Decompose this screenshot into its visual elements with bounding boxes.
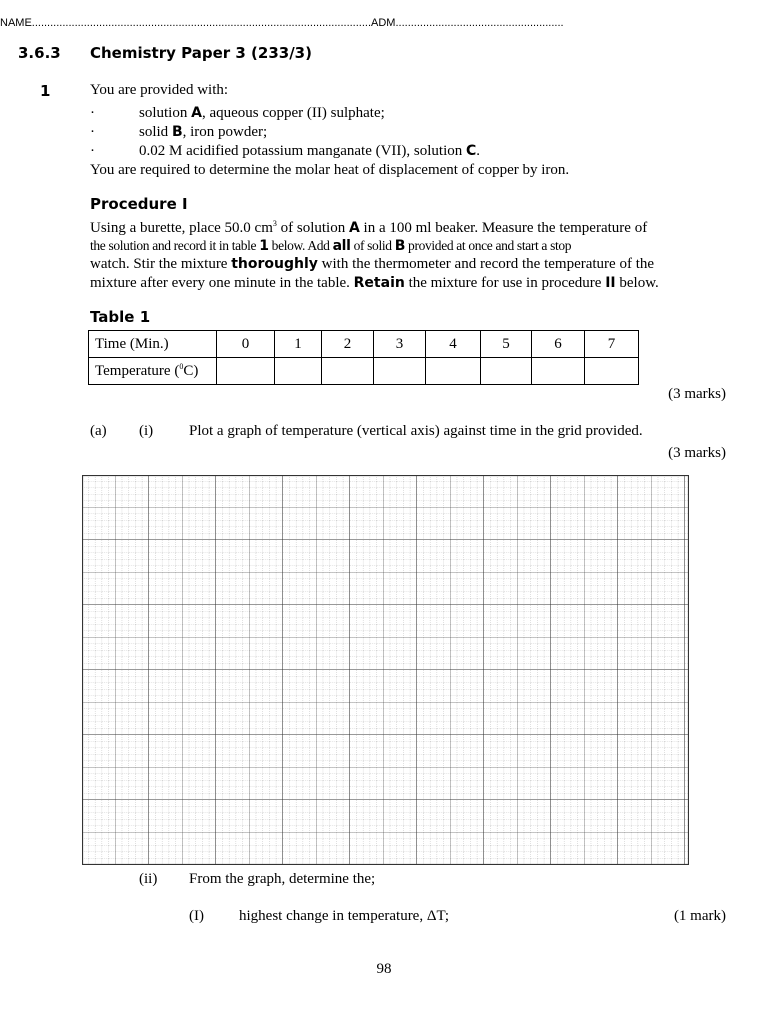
bullet-3: · bbox=[90, 143, 95, 159]
item-i-text: highest change in temperature, ΔT; bbox=[239, 908, 449, 924]
list-item-solution-c: 0.02 M acidified potassium manganate (VII), solution C. bbox=[139, 143, 481, 159]
temperature-input-cell[interactable] bbox=[585, 358, 639, 385]
name-adm-header bbox=[0, 17, 564, 29]
temperature-input-cell[interactable] bbox=[217, 358, 275, 385]
section-title: Chemistry Paper 3 (233/3) bbox=[90, 44, 312, 62]
time-cell: 1 bbox=[275, 331, 322, 358]
temperature-input-cell[interactable] bbox=[481, 358, 532, 385]
bullet-1: · bbox=[90, 105, 95, 121]
results-table bbox=[88, 330, 639, 385]
plot-marks: (3 marks) bbox=[668, 445, 726, 461]
table-title: Table 1 bbox=[90, 308, 151, 326]
part-ii-label: (ii) bbox=[139, 871, 158, 887]
row-label-time: Time (Min.) bbox=[89, 331, 217, 358]
temperature-input-cell[interactable] bbox=[426, 358, 481, 385]
adm-label: ADM bbox=[371, 17, 396, 29]
time-cell: 2 bbox=[322, 331, 374, 358]
graph-paper-grid[interactable] bbox=[82, 475, 689, 865]
part-ii-text: From the graph, determine the; bbox=[189, 871, 376, 887]
temperature-input-cell[interactable] bbox=[275, 358, 322, 385]
procedure-line-4: mixture after every one minute in the table. Retain the mixture for use in procedure II below. bbox=[90, 275, 659, 291]
name-blank: ............................................................................................................... bbox=[31, 17, 372, 29]
page-number: 98 bbox=[376, 961, 392, 977]
procedure-line-2: the solution and record it in table 1 below. Add all of solid B provided at once and start a stop bbox=[90, 238, 572, 254]
list-item-solid-b: solid B, iron powder; bbox=[139, 124, 268, 140]
graph-paper-svg bbox=[82, 475, 689, 865]
bullet-2: · bbox=[90, 124, 95, 140]
table-row-temperature bbox=[89, 358, 639, 385]
temperature-input-cell[interactable] bbox=[532, 358, 585, 385]
section-number: 3.6.3 bbox=[18, 44, 61, 62]
row-label-temperature: Temperature ($^0$C) bbox=[89, 358, 217, 385]
plot-instruction: Plot a graph of temperature (vertical axis) against time in the grid provided. bbox=[189, 423, 643, 439]
procedure-line-3: watch. Stir the mixture thoroughly with the thermometer and record the temperature of the bbox=[90, 256, 655, 272]
part-a-label: (a) bbox=[90, 423, 107, 439]
part-a-sub-label: (i) bbox=[139, 423, 154, 439]
question-number: 1 bbox=[40, 82, 51, 100]
table-marks: (3 marks) bbox=[668, 386, 726, 402]
procedure-heading: Procedure I bbox=[90, 195, 188, 213]
adm-blank: ....................................................... bbox=[395, 17, 564, 29]
procedure-line-1: Using a burette, place 50.0 $cm^3$ of solution A in a 100 ml beaker. Measure the temperature of bbox=[90, 219, 648, 236]
question-intro: You are provided with: bbox=[90, 82, 229, 98]
item-i-label: (I) bbox=[189, 908, 204, 924]
list-item-solution-a: solution A, aqueous copper (II) sulphate; bbox=[139, 105, 385, 121]
temperature-input-cell[interactable] bbox=[322, 358, 374, 385]
time-cell: 0 bbox=[217, 331, 275, 358]
name-label: NAME bbox=[0, 17, 32, 29]
temperature-input-cell[interactable] bbox=[374, 358, 426, 385]
time-cell: 7 bbox=[585, 331, 639, 358]
time-cell: 5 bbox=[481, 331, 532, 358]
time-cell: 4 bbox=[426, 331, 481, 358]
time-cell: 3 bbox=[374, 331, 426, 358]
item-i-marks: (1 mark) bbox=[673, 908, 726, 924]
question-requirement: You are required to determine the molar heat of displacement of copper by iron. bbox=[90, 162, 570, 178]
time-cell: 6 bbox=[532, 331, 585, 358]
table-row-time bbox=[89, 331, 639, 358]
